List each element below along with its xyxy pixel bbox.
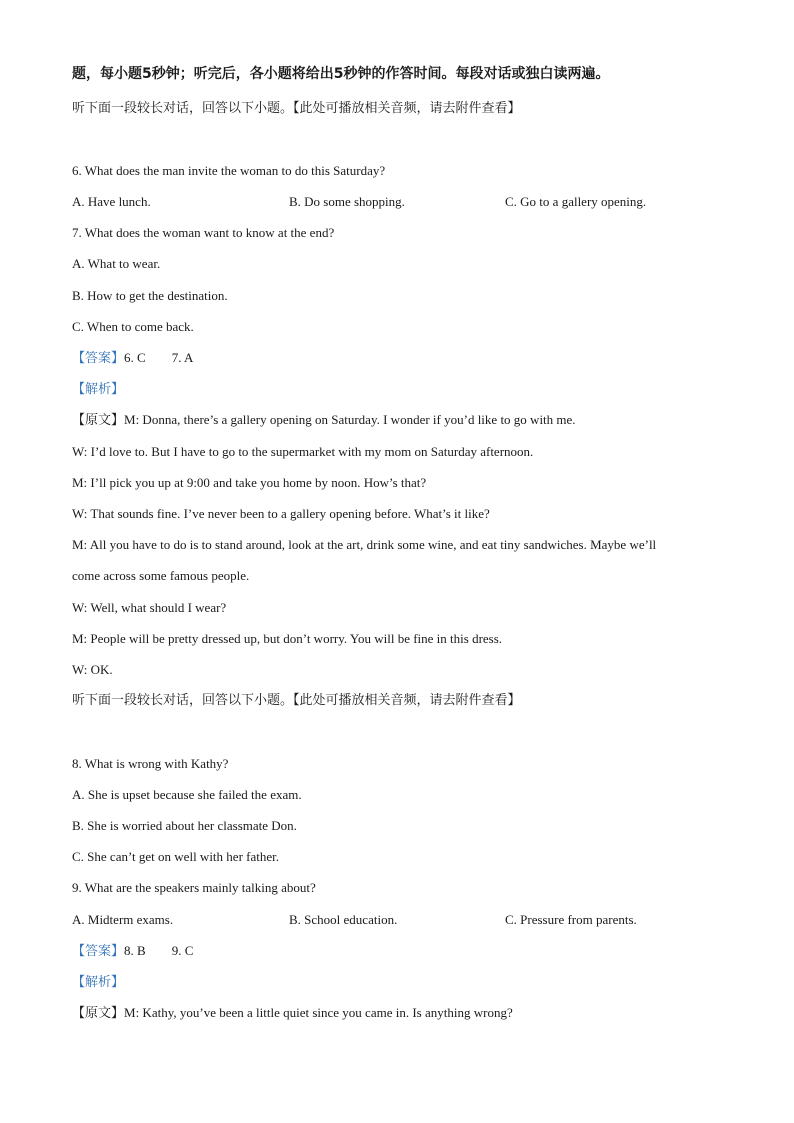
q9-option-a: A. Midterm exams. — [72, 912, 174, 927]
answer-line-2 — [72, 943, 734, 960]
answer-tag-2: 【答案】 — [72, 944, 125, 959]
question-6: 6. What does the man invite the woman to do this Saturday? — [72, 163, 386, 178]
answer-line-1 — [72, 350, 734, 367]
analysis-line-1 — [72, 381, 734, 398]
q6-option-c: C. Go to a gallery opening. — [505, 194, 647, 209]
q6-option-a: A. Have lunch. — [72, 194, 151, 209]
q8-option-a: A. She is upset because she failed the exam. — [72, 787, 302, 802]
q8-option-b: B. She is worried about her classmate Don. — [72, 818, 297, 833]
transcript-line-2: W: I’d love to. But I have to go to the supermarket with my mom on Saturday afternoon. — [72, 444, 534, 459]
transcript-text: M: Donna, there’s a gallery opening on Saturday. I wonder if you’d like to go with me. — [124, 412, 576, 427]
q9-option-b: B. School education. — [289, 912, 398, 927]
transcript-line-3: M: I’ll pick you up at 9:00 and take you home by noon. How’s that? — [72, 475, 427, 490]
section2-instruction: 听下面一段较长对话，回答以下小题。【此处可播放相关音频，请去附件查看】 — [72, 693, 521, 708]
transcript-line-4: W: That sounds fine. I’ve never been to a gallery opening before. What’s it like? — [72, 506, 490, 521]
answer-8: 8. B — [124, 943, 146, 958]
answer-tag: 【答案】 — [72, 351, 125, 366]
transcript2-text: M: Kathy, you’ve been a little quiet since you came in. Is anything wrong? — [124, 1005, 513, 1020]
q7-option-c: C. When to come back. — [72, 319, 194, 334]
q9-option-c: C. Pressure from parents. — [505, 912, 637, 927]
q7-option-a: A. What to wear. — [72, 256, 161, 271]
answer-9: 9. C — [171, 943, 194, 958]
q7-option-b: B. How to get the destination. — [72, 288, 228, 303]
original-tag-2: 【原文】 — [72, 1006, 125, 1021]
header-instruction: 题，每小题5秒钟；听完后，各小题将给出5秒钟的作答时间。每段对话或独白读两遍。 — [72, 66, 610, 82]
answer-6: 6. C — [124, 350, 146, 365]
question-8: 8. What is wrong with Kathy? — [72, 756, 229, 771]
q6-option-b: B. Do some shopping. — [289, 194, 405, 209]
transcript-line-1 — [72, 412, 734, 429]
answer-7: 7. A — [171, 350, 194, 365]
transcript-line-9: W: OK. — [72, 662, 113, 677]
original-tag: 【原文】 — [72, 413, 125, 428]
section1-instruction: 听下面一段较长对话，回答以下小题。【此处可播放相关音频，请去附件查看】 — [72, 101, 521, 116]
analysis-line-2 — [72, 974, 734, 991]
question-9: 9. What are the speakers mainly talking about? — [72, 880, 316, 895]
analysis-tag-2: 【解析】 — [72, 975, 125, 990]
transcript-line-8: M: People will be pretty dressed up, but don’t worry. You will be fine in this dress. — [72, 631, 503, 646]
transcript-line-6: come across some famous people. — [72, 568, 250, 583]
analysis-tag: 【解析】 — [72, 382, 125, 397]
transcript-line-5: M: All you have to do is to stand around, look at the art, drink some wine, and eat tiny sandwiches. Maybe we’ll — [72, 537, 657, 552]
q8-option-c: C. She can’t get on well with her father. — [72, 849, 279, 864]
transcript2-line-1 — [72, 1005, 734, 1022]
transcript-line-7: W: Well, what should I wear? — [72, 600, 227, 615]
question-7: 7. What does the woman want to know at the end? — [72, 225, 335, 240]
